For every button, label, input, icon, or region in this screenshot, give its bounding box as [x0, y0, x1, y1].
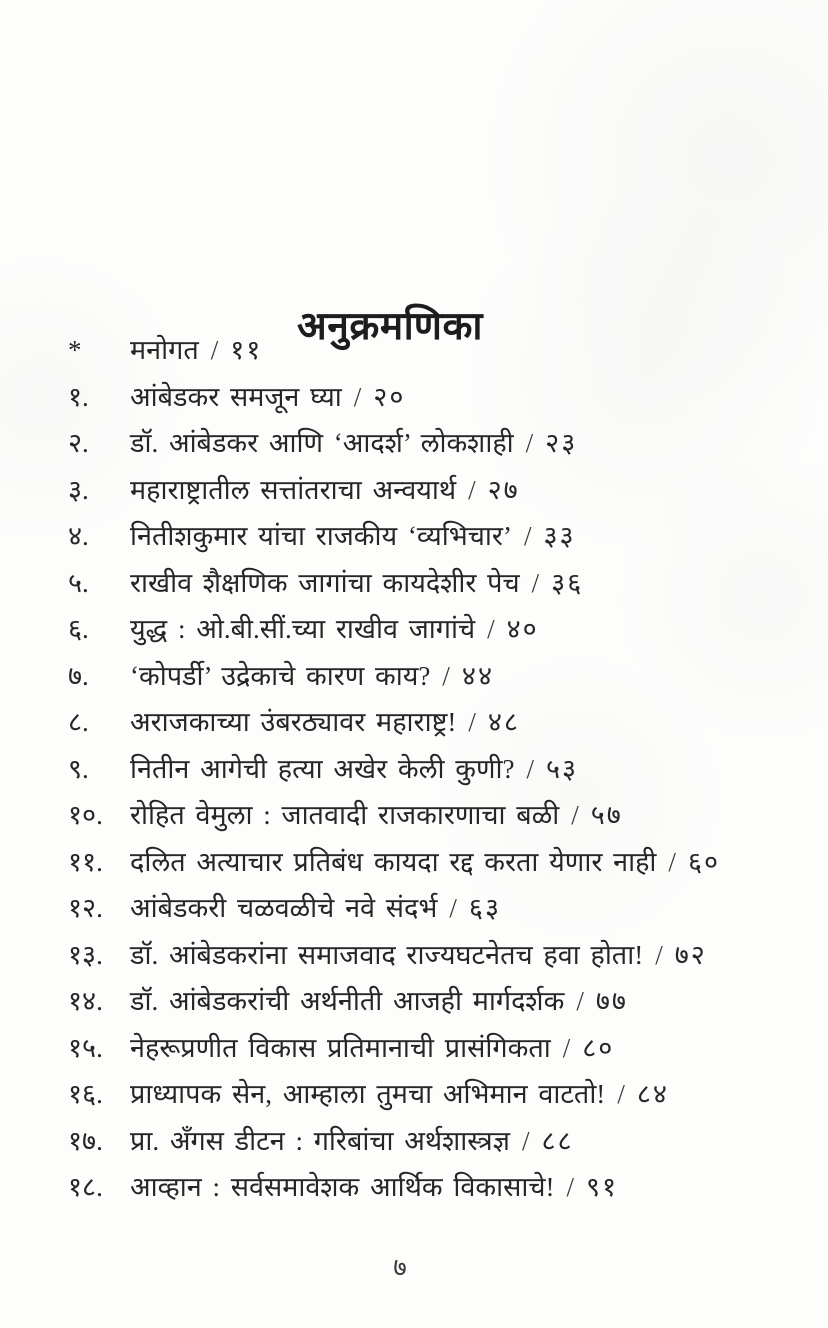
toc-item	[68, 1074, 778, 1121]
toc-item-page: ८४	[636, 1079, 669, 1109]
toc-item-title: डॉ. आंबेडकरांना समाजवाद राज्यघटनेतच हवा होता!	[130, 939, 644, 970]
toc-item-number: १२.	[68, 893, 103, 923]
toc-item-number: १७.	[68, 1125, 103, 1156]
toc-item-title: युद्ध : ओ.बी.सीं.च्या राखीव जागांचे	[130, 614, 476, 644]
toc-item-title: नितीशकुमार यांचा राजकीय ‘व्यभिचार’	[130, 521, 512, 551]
toc-item	[68, 470, 778, 517]
toc-item-title: आव्हान : सर्वसमावेशक आर्थिक विकासाचे!	[130, 1172, 555, 1202]
toc-item	[68, 423, 778, 470]
toc-item-number: २.	[68, 428, 89, 458]
toc-item	[68, 888, 778, 935]
toc-separator: /	[449, 893, 457, 923]
page-number: ७	[393, 1253, 407, 1282]
toc-item	[68, 842, 778, 889]
toc-item-title: महाराष्ट्रातील सत्तांतराचा अन्वयार्थ	[130, 474, 457, 505]
toc-list	[68, 330, 778, 1214]
toc-separator: /	[468, 707, 476, 737]
page-title: अनुक्रमणिका	[296, 305, 484, 349]
toc-item-title: डॉ. आंबेडकरांची अर्थनीती आजही मार्गदर्शक	[130, 986, 565, 1016]
toc-item	[68, 377, 778, 424]
toc-item-page: ८०	[582, 1032, 615, 1063]
toc-item-title: मनोगत	[130, 335, 199, 365]
toc-separator: /	[526, 753, 534, 784]
toc-item-number: १५.	[68, 1032, 103, 1063]
toc-item	[68, 1121, 778, 1168]
toc-separator: /	[655, 939, 663, 970]
toc-item-title: रोहित वेमुला : जातवादी राजकारणाचा बळी	[130, 800, 560, 830]
toc-separator: /	[617, 1079, 625, 1109]
toc-item-page: ९१	[585, 1172, 619, 1202]
toc-item-number: ९.	[68, 753, 89, 784]
toc-item-page: २०	[373, 381, 406, 412]
toc-separator: /	[668, 846, 676, 877]
toc-item-page: ३६	[551, 567, 584, 598]
toc-item-page: ४८	[487, 707, 520, 737]
toc-item-title: ‘कोपर्डी’ उद्रेकाचे कारण काय?	[130, 660, 431, 691]
toc-item-number: *	[68, 335, 82, 365]
toc-item	[68, 330, 778, 377]
toc-item-number: ४.	[68, 521, 89, 551]
toc-item	[68, 656, 778, 703]
toc-item-number: १६.	[68, 1079, 103, 1109]
toc-item-page: ८८	[541, 1125, 574, 1156]
toc-item-title: अराजकाच्या उंबरठ्यावर महाराष्ट्र!	[130, 707, 457, 737]
toc-separator: /	[487, 614, 495, 644]
toc-item-page: ४४	[461, 660, 495, 691]
toc-item-page: ६३	[468, 893, 501, 923]
toc-item-number: ८.	[68, 707, 89, 737]
toc-item-number: ११.	[68, 846, 103, 877]
toc-item-title: प्रा. अँगस डीटन : गरिबांचा अर्थशास्त्रज्ञ	[130, 1125, 510, 1156]
toc-item-number: ६.	[68, 614, 89, 644]
toc-item-page: २३	[545, 428, 578, 458]
toc-separator: /	[353, 381, 362, 412]
toc-separator: /	[576, 986, 584, 1016]
toc-item-number: ३.	[68, 474, 89, 505]
toc-item-number: १३.	[68, 939, 103, 970]
toc-separator: /	[525, 428, 534, 458]
toc-item-page: ७७	[595, 986, 628, 1016]
toc-separator: /	[442, 660, 450, 691]
toc-item-page: ११	[230, 335, 263, 365]
toc-item-page: ३३	[543, 521, 576, 551]
toc-item-page: ५७	[590, 800, 623, 830]
toc-item-title: डॉ. आंबेडकर आणि ‘आदर्श’ लोकशाही	[130, 428, 514, 458]
toc-item	[68, 1167, 778, 1214]
toc-item-number: १.	[68, 381, 89, 412]
toc-item	[68, 795, 778, 842]
toc-item-title: दलित अत्याचार प्रतिबंध कायदा रद्द करता येणार नाही	[130, 846, 657, 877]
toc-item-number: १८.	[68, 1172, 103, 1202]
toc-separator: /	[210, 335, 219, 365]
toc-item-number: ५.	[68, 567, 89, 598]
toc-separator: /	[468, 474, 476, 505]
toc-item-page: ५३	[545, 753, 579, 784]
toc-item-title: आंबेडकरी चळवळीचे नवे संदर्भ	[130, 893, 438, 923]
toc-item	[68, 935, 778, 982]
toc-item-title: आंबेडकर समजून घ्या	[130, 381, 342, 412]
toc-item-number: १४.	[68, 986, 103, 1016]
toc-item-number: ७.	[68, 660, 89, 691]
toc-item-page: ६०	[687, 846, 721, 877]
toc-item	[68, 563, 778, 610]
toc-item	[68, 1028, 778, 1075]
toc-item	[68, 702, 778, 749]
toc-item	[68, 516, 778, 563]
toc-separator: /	[531, 567, 540, 598]
toc-separator: /	[571, 800, 579, 830]
toc-item-title: नेहरूप्रणीत विकास प्रतिमानाची प्रासंगिकता	[130, 1032, 551, 1063]
toc-separator: /	[523, 521, 532, 551]
toc-item-title: प्राध्यापक सेन, आम्हाला तुमचा अभिमान वाटतो!	[130, 1079, 606, 1109]
toc-item-page: ४०	[506, 614, 539, 644]
toc-item-page: २७	[487, 474, 520, 505]
toc-item-page: ७२	[674, 939, 707, 970]
toc-item-title: राखीव शैक्षणिक जागांचा कायदेशीर पेच	[130, 567, 520, 598]
toc-item	[68, 981, 778, 1028]
toc-separator: /	[562, 1032, 571, 1063]
toc-item-title: नितीन आगेची हत्या अखेर केली कुणी?	[130, 753, 515, 784]
toc-item-number: १०.	[68, 800, 103, 830]
toc-item	[68, 749, 778, 796]
toc-separator: /	[522, 1125, 530, 1156]
toc-separator: /	[566, 1172, 574, 1202]
toc-item	[68, 609, 778, 656]
